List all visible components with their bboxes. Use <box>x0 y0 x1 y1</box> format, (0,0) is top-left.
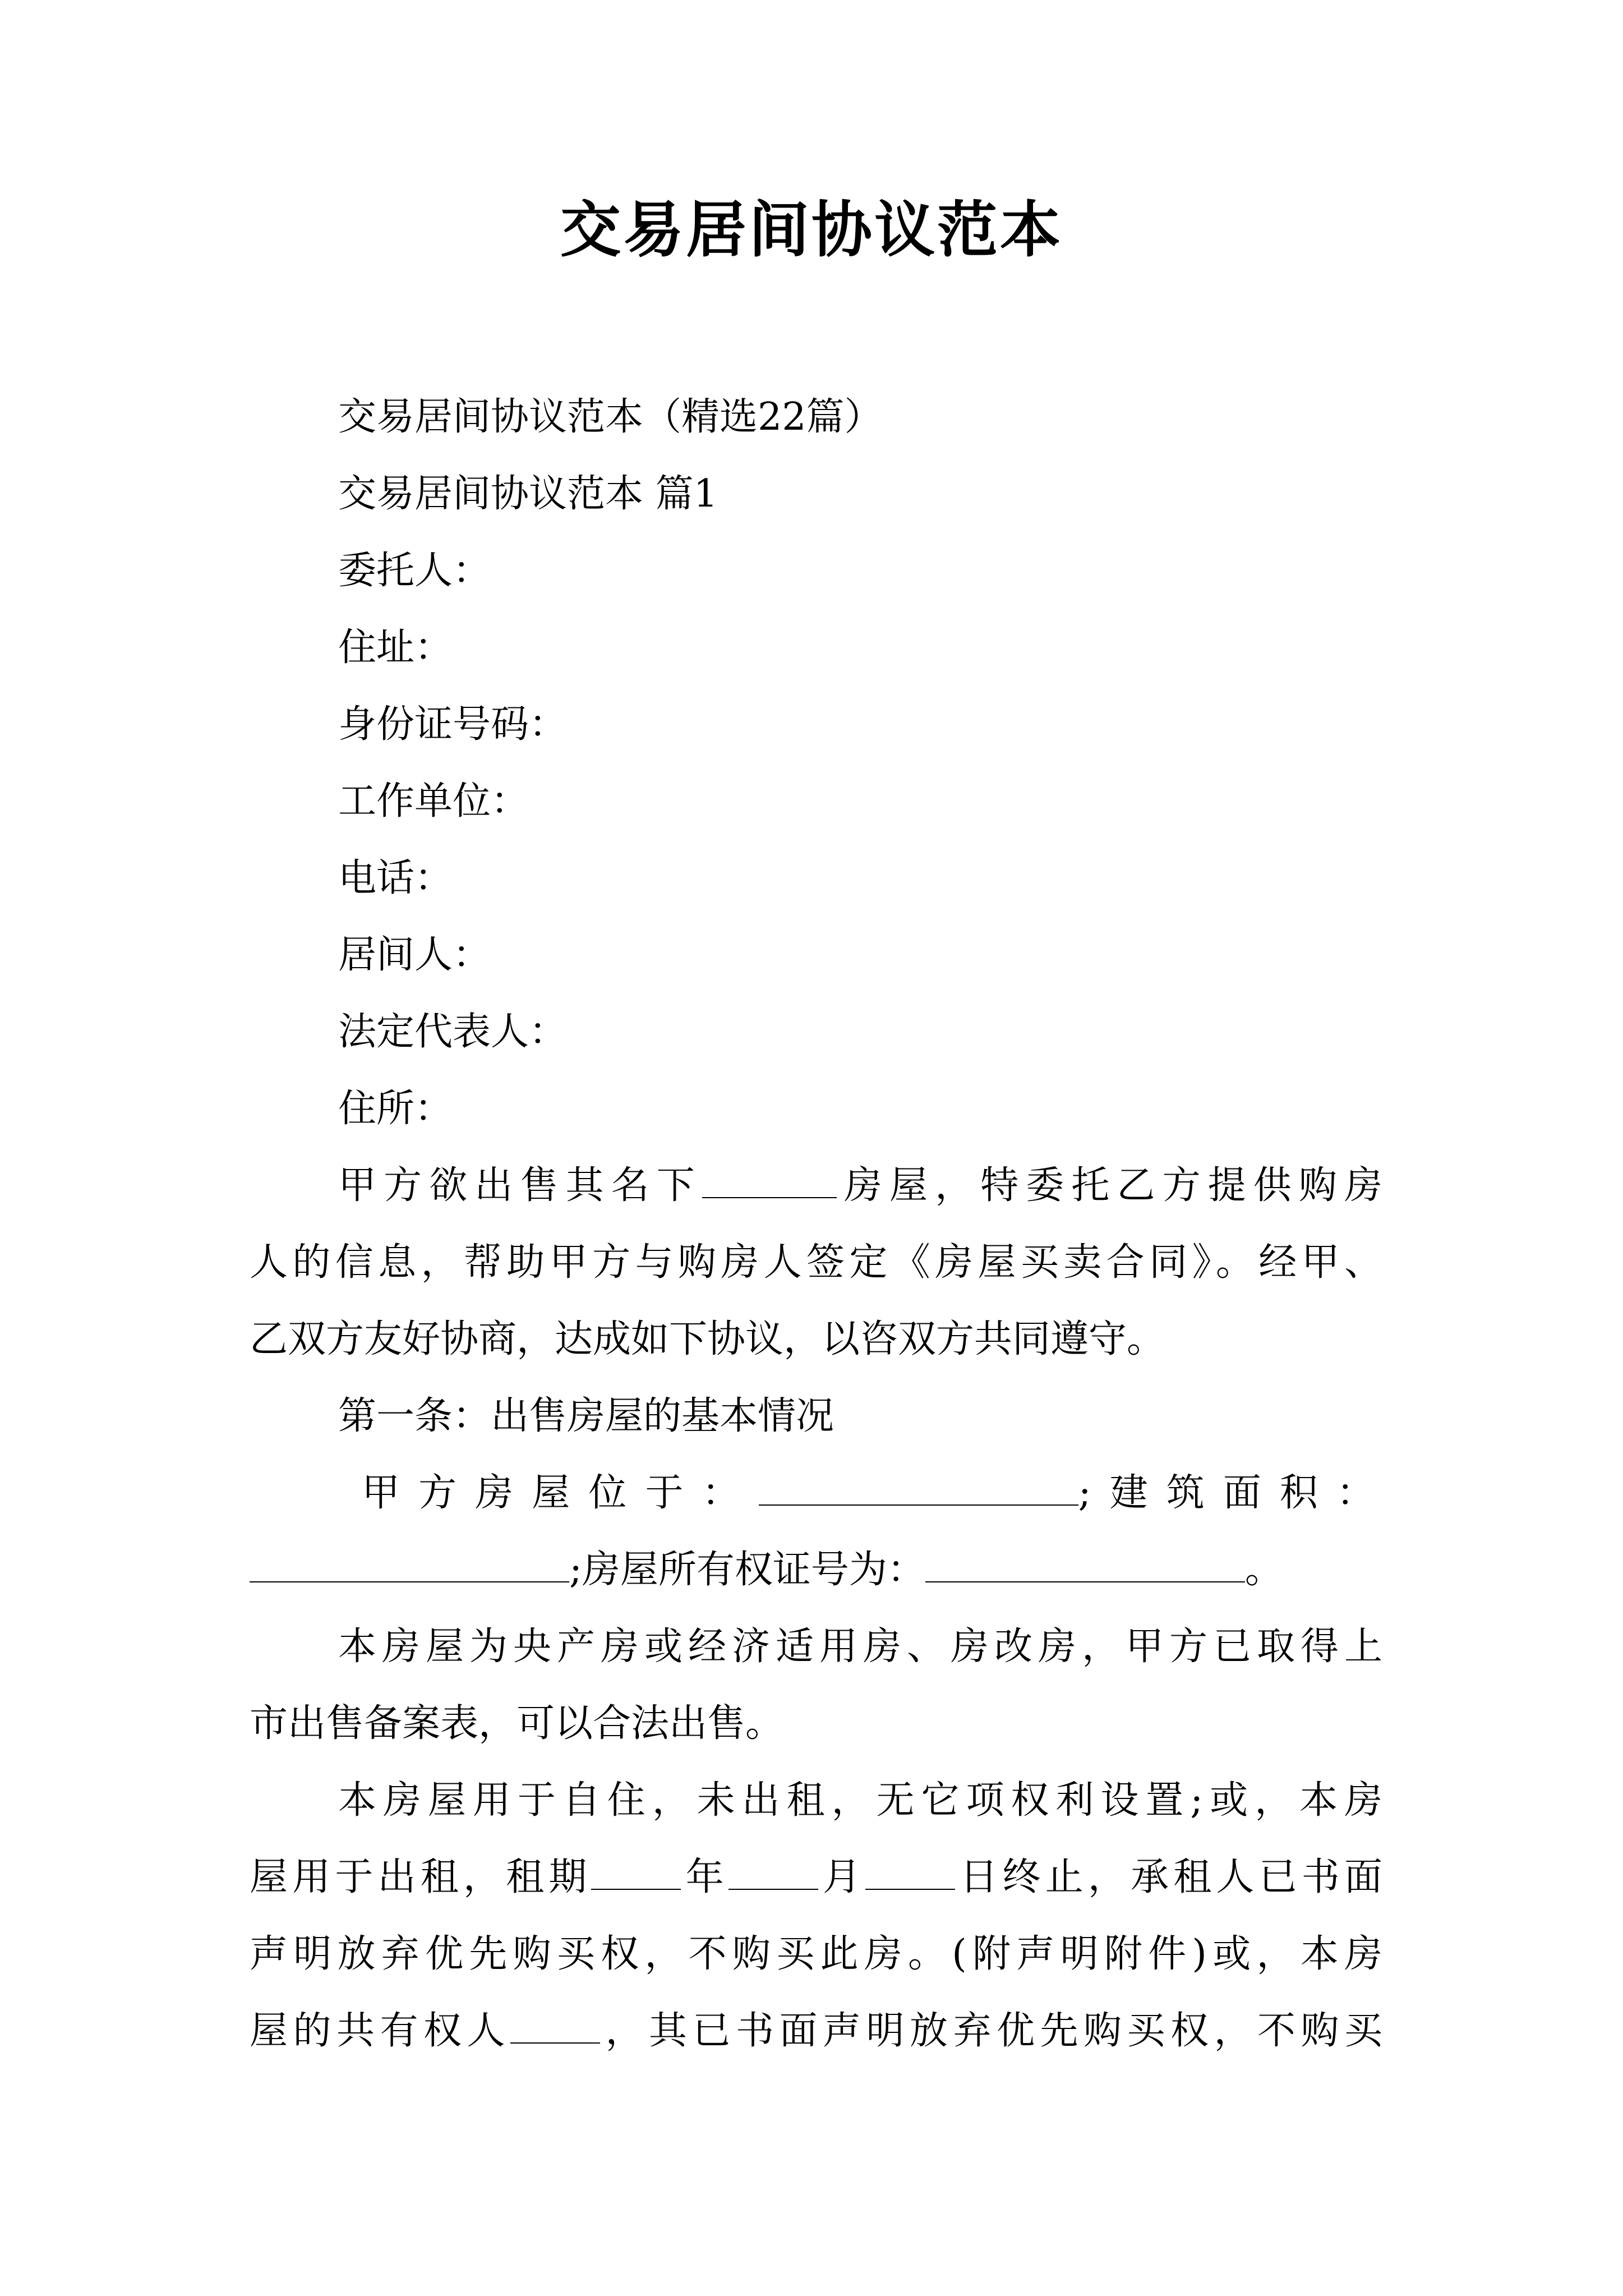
year-label: 年 <box>681 1855 728 1899</box>
cert-label: ;房屋所有权证号为： <box>569 1548 925 1592</box>
field-domicile: 住所： <box>338 1087 453 1131</box>
field-address: 住址： <box>338 625 453 670</box>
para2-line2: 市出售备案表，可以合法出售。 <box>250 1701 784 1746</box>
article1-location-line2 <box>250 1531 1382 1608</box>
coowner-text: ，其已书面声明放弃优先购买权，不购买 <box>600 2009 1382 2053</box>
period: 。 <box>1244 1548 1283 1592</box>
para1-line2: 人的信息，帮助甲方与购房人签定《房屋买卖合同》。经甲、 <box>250 1240 1382 1285</box>
field-broker: 居间人： <box>338 933 491 977</box>
location-label: 甲方房屋位于： <box>362 1471 759 1515</box>
document-title: 交易居间协议范本 <box>560 195 1063 265</box>
article1-location-line1 <box>250 1455 1382 1531</box>
coowner-label: 屋的共有权人 <box>250 2009 510 2053</box>
para3-line4 <box>250 1993 1382 2069</box>
blank-house-name[interactable] <box>702 1162 837 1198</box>
day-label: 日终止，承租人已书面 <box>955 1855 1382 1899</box>
month-label: 月 <box>818 1855 866 1899</box>
document-body <box>250 379 1382 2069</box>
blank-location[interactable] <box>759 1470 1078 1506</box>
field-id-number: 身份证号码： <box>338 702 568 747</box>
para1-text-a: 甲方欲出售其名下 <box>338 1163 702 1208</box>
para2-line1: 本房屋为央产房或经济适用房、房改房，甲方已取得上 <box>338 1625 1382 1669</box>
blank-coowner[interactable] <box>510 2008 600 2044</box>
para3-line2 <box>250 1839 1382 1916</box>
blank-year[interactable] <box>591 1854 681 1890</box>
subtitle: 交易居间协议范本（精选22篇） <box>338 395 883 439</box>
para3-line3: 声明放弃优先购买权，不购买此房。(附声明附件)或，本房 <box>250 1932 1382 1976</box>
field-employer: 工作单位： <box>338 779 529 823</box>
para1-text-b: 房屋，特委托乙方提供购房 <box>836 1163 1382 1208</box>
section-heading: 交易居间协议范本 篇1 <box>338 472 718 516</box>
blank-day[interactable] <box>865 1854 955 1890</box>
para1-line1 <box>250 1147 1382 1224</box>
field-client: 委托人： <box>338 549 491 593</box>
field-legal-rep: 法定代表人： <box>338 1010 568 1054</box>
lease-label: 屋用于出租，租期 <box>250 1855 592 1899</box>
article1-heading: 第一条：出售房屋的基本情况 <box>338 1394 834 1438</box>
blank-cert-number[interactable] <box>925 1547 1245 1582</box>
area-label: ;建筑面积： <box>1078 1471 1382 1515</box>
field-phone: 电话： <box>338 856 453 900</box>
para1-line3: 乙双方友好协商，达成如下协议，以咨双方共同遵守。 <box>250 1317 1165 1361</box>
blank-area[interactable] <box>250 1547 569 1582</box>
para3-line1: 本房屋用于自住，未出租，无它项权利设置;或，本房 <box>338 1778 1382 1823</box>
blank-month[interactable] <box>728 1854 818 1890</box>
